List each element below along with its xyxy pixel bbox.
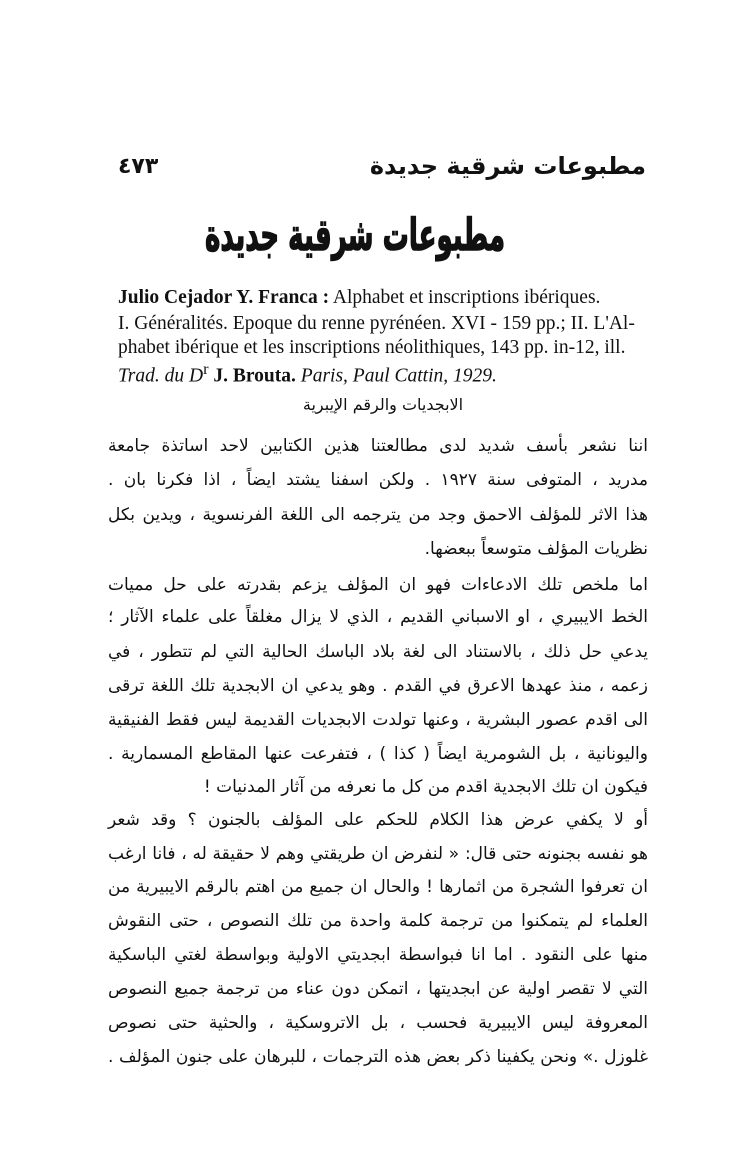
book-title: Alphabet et inscriptions ibériques.	[329, 287, 601, 308]
body-line: اننا نشعر بأسف شديد لدى مطالعتنا هذين الكتابين لاحد اساتذة جامعة	[108, 436, 648, 456]
body-line: زعمه ، منذ عهدها الاعرق في القدم . وهو يدعي ان الابجدية تلك اللغة ترقى	[108, 676, 648, 696]
bibliography-line-3: phabet ibérique et les inscriptions néolithiques, 143 pp. in-12, ill.	[118, 337, 626, 358]
body-line: واليونانية ، بل الشومرية ايضاً ( كذا ) ، فتفرعت عنها المقاطع المسمارية .	[108, 744, 648, 764]
body-line: العلماء لم يتمكنوا من ترجمة كلمة واحدة من تلك النصوص ، حتى النقوش	[108, 911, 648, 931]
section-title-calligraphy	[200, 188, 510, 274]
bibliography-line-2: I. Généralités. Epoque du renne pyrénéen. XVI - 159 pp.; II. L'Al-	[118, 313, 635, 334]
body-line: التي لا تقصر اولية عن ابجديتها ، اتمكن دون عناء من ترجمة جميع النصوص	[108, 979, 648, 999]
page-header	[118, 150, 646, 186]
bibliography-line-1	[118, 286, 648, 309]
body-line: منها على النقود . اما انا فبواسطة ابجديتي الاولية وبواسطة لغتي الباسكية	[108, 945, 648, 965]
body-line: غلوزل .» ونحن يكفينا ذكر بعض هذه الترجمات ، للبرهان على جنون المؤلف .	[108, 1047, 648, 1067]
body-line: فيكون ان تلك الابجدية اقدم من كل ما نعرفه من آثار المدنيات !	[203, 777, 648, 797]
body-line: المعروفة ليس الايبيرية فحسب ، بل الاتروسكية ، والحثية حتى نصوص	[108, 1013, 648, 1033]
arabic-subtitle: الابجديات والرقم الإيبرية	[302, 395, 464, 414]
body-line: يدعي حل ذلك ، بالاستناد الى لغة بلاد الباسك الحالية التي لم تتطور ، في	[108, 642, 648, 662]
body-line: اما ملخص تلك الادعاءات فهو ان المؤلف يزعم بقدرته على حل مميات	[108, 575, 648, 595]
body-line: الخط الايبيري ، او الاسباني القديم ، الذي لا يزال مغلقاً على علماء الآثار ؛	[108, 607, 648, 627]
body-line: ان تعرفوا الشجرة من اثمارها ! والحال ان جميع من اهتم بالرقم الايبيرية من	[108, 877, 648, 897]
body-line: هو نفسه بجنونه حتى قال: « لنفرض ان طريقتي وهم لا حقيقة له ، فانا ارغب	[108, 844, 648, 864]
bibliography-line-4: Trad. du $D^r$ J. Brouta. Paris, Paul Cattin, 1929.	[118, 360, 497, 387]
running-head: مطبوعات شرقية جديدة	[369, 152, 646, 180]
body-line: هذا الاثر للمؤلف الاحمق وجد من يترجمه الى اللغة الفرنسوية ، ويدين بكل	[108, 505, 648, 525]
body-line: أو لا يكفي عرض هذا الكلام للحكم على المؤلف بالجنون ؟ وقد شعر	[108, 810, 648, 830]
body-line: مدريد ، المتوفى سنة ١٩٢٧ . ولكن اسفنا يشتد ايضاً ، اذا فكرنا بان .	[108, 470, 648, 490]
book-author: Julio Cejador Y. Franca :	[118, 287, 330, 308]
page-number: ٤٧٣	[118, 154, 159, 179]
body-line: نظريات المؤلف متوسعاً ببعضها.	[424, 539, 648, 559]
translator: J. Brouta.	[208, 365, 296, 387]
body-line: الى اقدم عصور البشرية ، وعنها تولدت الابجديات القديمة ليس فقط الفنيقية	[108, 710, 648, 730]
section-title-text: مطبوعات شرقية جديدة	[205, 210, 505, 261]
